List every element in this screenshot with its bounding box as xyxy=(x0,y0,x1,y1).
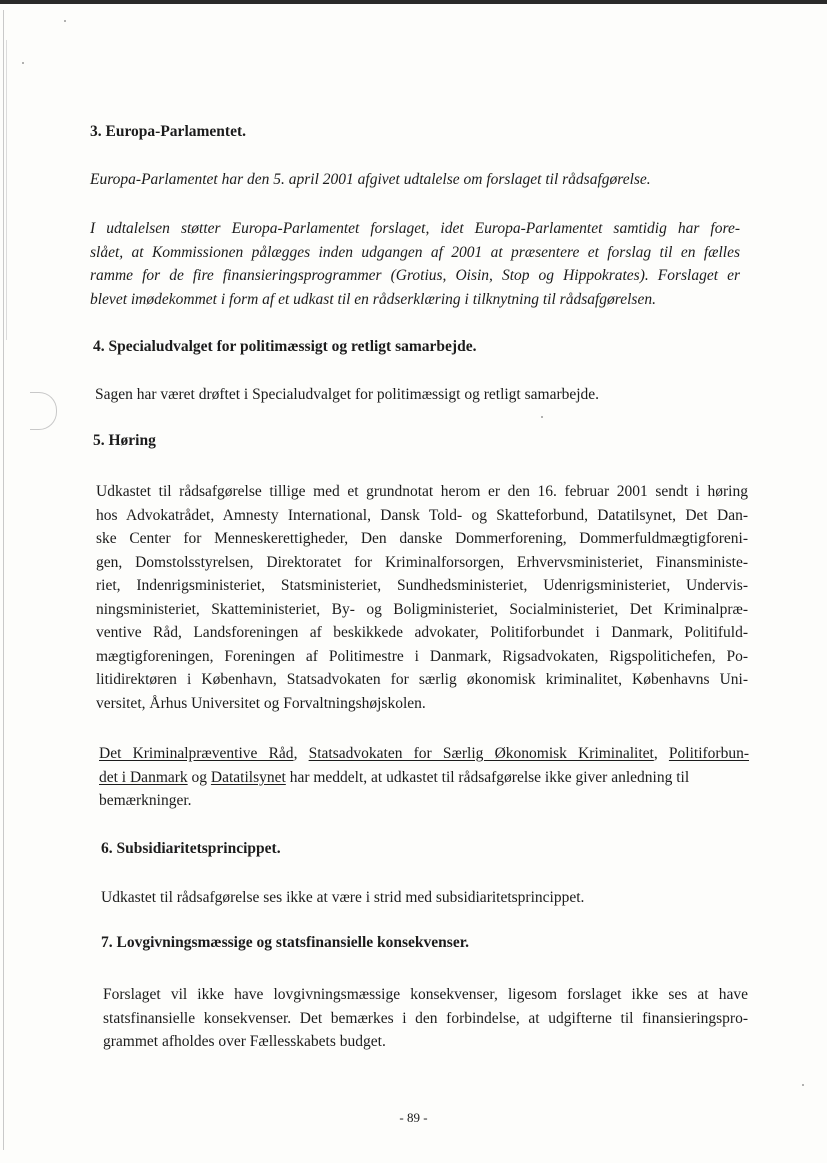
scan-left-edge xyxy=(3,10,4,1150)
section-5-paragraph-2 xyxy=(99,742,749,813)
organisation-name: Politiforbun- xyxy=(668,745,750,762)
scan-left-shadow xyxy=(6,40,7,340)
text-line: riet, Indenrigsministeriet, Statsministeriet, Sundhedsministeriet, Udenrigsministeriet, Undervis- xyxy=(96,577,748,594)
text-line: versitet, Århus Universitet og Forvaltningshøjskolen. xyxy=(96,694,426,712)
section-6-paragraph-1 xyxy=(101,886,741,910)
organisation-name: det i Danmark xyxy=(99,768,188,786)
text-line: Udkastet til rådsafgørelse tillige med et grundnotat herom er den 16. februar 2001 sendt i høring xyxy=(96,483,748,500)
section-3-paragraph-1 xyxy=(90,168,720,192)
text-line: ventive Råd, Landsforeningen af beskikkede advokater, Politiforbundet i Danmark, Politifuld- xyxy=(96,624,748,641)
organisation-name: Statsadvokaten for Særlig Økonomisk Kriminalitet xyxy=(308,745,654,762)
text-line: Udkastet til rådsafgørelse ses ikke at være i strid med subsidiaritetsprincippet. xyxy=(101,889,585,906)
text-line: Sagen har været drøftet i Specialudvalget for politimæssigt og retligt samarbejde. xyxy=(95,386,600,403)
page-number: - 89 - xyxy=(399,1110,428,1125)
scan-speck xyxy=(22,62,24,64)
text-line: ramme for de fire finansieringsprogrammer (Grotius, Oisin, Stop og Hippokrates). Forslaget er xyxy=(90,267,740,284)
scan-speck xyxy=(802,1084,804,1086)
section-3-paragraph-2 xyxy=(90,217,740,311)
text-line: mægtigforeningen, Foreningen af Politimestre i Danmark, Rigsadvokaten, Rigspolitichefen, Po- xyxy=(96,647,748,665)
text-line: blevet imødekommet i form af et udkast til en rådserklæring i tilknytning til rådsafgørelsen. xyxy=(90,290,656,308)
scan-speck xyxy=(64,20,66,22)
text-line: I udtalelsen støtter Europa-Parlamentet forslaget, idet Europa-Parlamentet samtidig har fore- xyxy=(90,220,740,237)
organisation-name: Det Kriminalpræventive Råd xyxy=(99,745,294,762)
text-line: ske Center for Menneskerettigheder, Den danske Dommerforening, Dommerfuldmægtigforeni- xyxy=(96,530,748,547)
separator: , xyxy=(653,745,669,762)
section-5-paragraph-1 xyxy=(96,480,748,715)
text-line: statsfinansielle konsekvenser. Det bemærkes i den forbindelse, at udgifterne til finansieringspro- xyxy=(103,1009,748,1027)
text-line: hos Advokatrådet, Amnesty International, Dansk Told- og Skatteforbund, Datatilsynet, Det Dan- xyxy=(96,506,748,524)
section-3-heading: 3. Europa-Parlamentet. xyxy=(90,123,246,140)
text-fragment: har meddelt, at udkastet til rådsafgørelse ikke giver anledning til xyxy=(285,768,690,786)
section-7-paragraph-1 xyxy=(103,983,748,1054)
text-line: Europa-Parlamentet har den 5. april 2001 afgivet udtalelse om forslaget til rådsafgørelse. xyxy=(90,171,651,188)
organisation-name: Datatilsynet xyxy=(210,768,286,786)
section-5-heading: 5. Høring xyxy=(93,432,156,449)
text-line xyxy=(99,766,749,790)
scan-speck xyxy=(541,416,543,418)
text-line: bemærkninger. xyxy=(99,792,192,809)
section-7-heading: 7. Lovgivningsmæssige og statsfinansielle konsekvenser. xyxy=(101,934,470,951)
text-line: ningsministeriet, Skatteministeriet, By- og Boligministeriet, Socialministeriet, Det Kriminalpræ- xyxy=(96,600,748,618)
text-line xyxy=(99,742,749,766)
text-line: gen, Domstolsstyrelsen, Direktoratet for Kriminalforsorgen, Erhvervsministeriet, Finansministe- xyxy=(96,553,748,571)
separator: , xyxy=(293,745,309,762)
text-line: Forslaget vil ikke have lovgivningsmæssige konsekvenser, ligesom forslaget ikke ses at have xyxy=(103,986,748,1003)
section-4-paragraph-1 xyxy=(95,383,735,407)
binder-hole-mark xyxy=(30,392,57,430)
scan-top-edge xyxy=(0,0,827,4)
text-line: litidirektøren i København, Statsadvokaten for særlig økonomisk kriminalitet, Københavns Uni- xyxy=(96,671,748,688)
text-line: grammet afholdes over Fællesskabets budget. xyxy=(103,1033,386,1050)
text-line: slået, at Kommissionen pålægges inden udgangen af 2001 at præsentere et forslag til en fælles xyxy=(90,243,740,261)
section-4-heading: 4. Specialudvalget for politimæssigt og retligt samarbejde. xyxy=(93,338,477,355)
conjunction: og xyxy=(187,768,211,786)
section-6-heading: 6. Subsidiaritetsprincippet. xyxy=(101,840,281,857)
